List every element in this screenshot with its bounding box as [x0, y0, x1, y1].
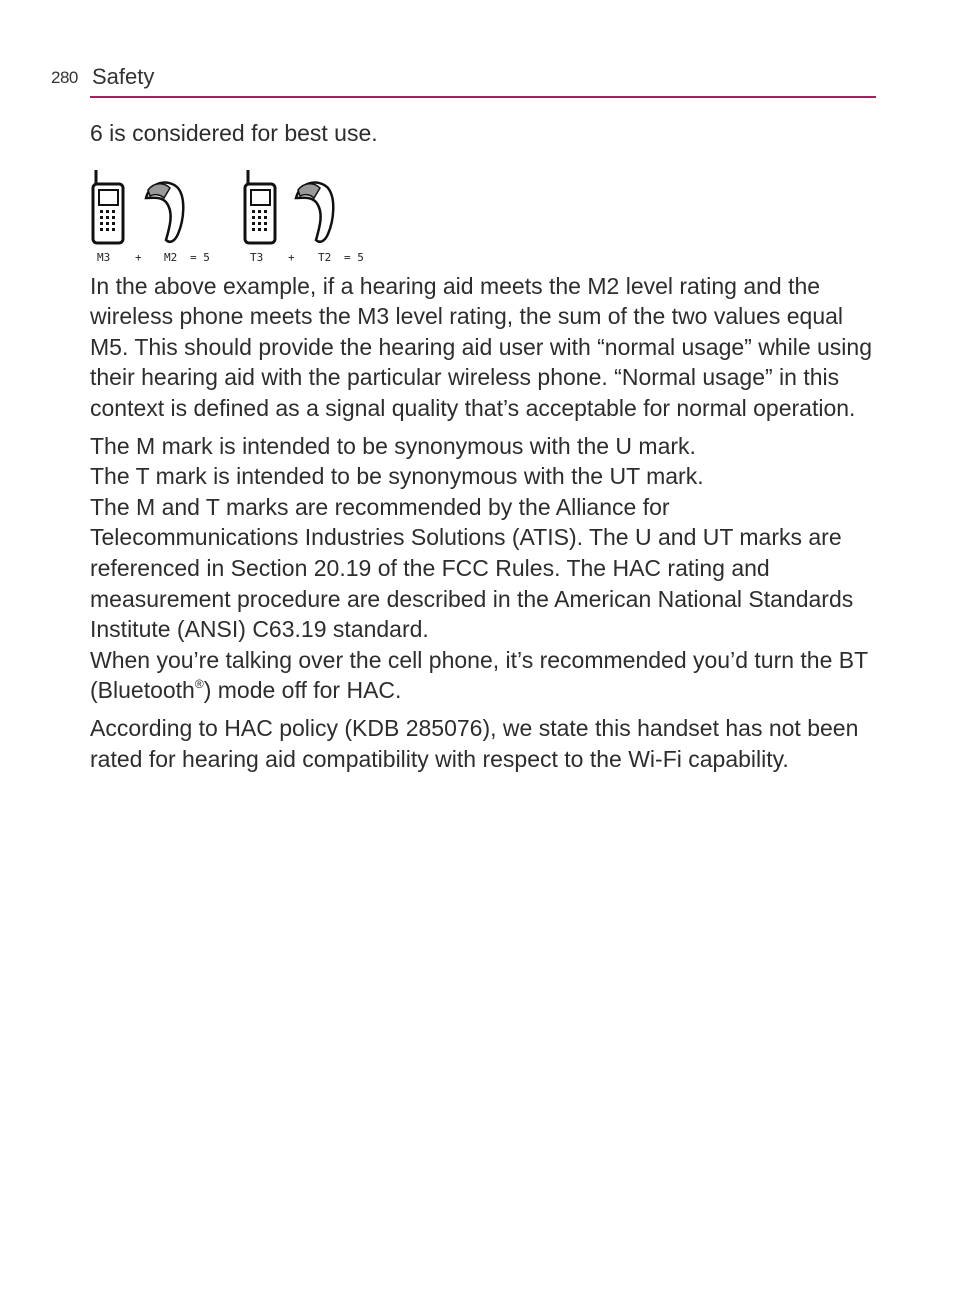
intro-text: 6 is considered for best use.	[90, 120, 378, 146]
left-phone-label: M3	[97, 250, 111, 264]
right-phone-label: T3	[250, 250, 264, 264]
policy-paragraph: According to HAC policy (KDB 285076), we state this handset has not been rated for hearing aid compatibility with respect to the Wi-Fi capability.	[90, 714, 859, 772]
atis-paragraph: The M and T marks are recommended by the Alliance for Telecommunications Industries Solutions (ATIS). The U and UT marks are referenced in Section 20.19 of the FCC Rules. The HAC rating and measurement procedure are described in the American National Standards Institute (ANSI) C63.19 standard.	[90, 493, 854, 643]
hearing-aid-icon	[146, 182, 183, 241]
right-aid-label: T2	[318, 250, 332, 264]
phone-icon	[245, 170, 275, 243]
left-plus-sign: +	[135, 250, 142, 264]
hac-rating-figure	[90, 168, 390, 265]
page-number: 280	[51, 68, 78, 87]
page-content	[90, 118, 880, 774]
header-divider	[90, 96, 876, 98]
right-plus-sign: +	[288, 250, 295, 264]
t-mark-paragraph: The T mark is intended to be synonymous with the UT mark.	[90, 463, 704, 490]
phone-icon	[93, 170, 123, 243]
hac-rating-illustration	[90, 168, 390, 265]
bluetooth-text-end: ) mode off for HAC.	[203, 677, 402, 704]
left-aid-label: M2	[164, 250, 178, 264]
m-mark-paragraph: The M mark is intended to be synonymous with the U mark.	[90, 432, 696, 459]
hearing-aid-icon	[296, 182, 333, 241]
registered-mark: ®	[194, 677, 204, 692]
bluetooth-paragraph	[90, 645, 880, 706]
example-paragraph: In the above example, if a hearing aid meets the M2 level rating and the wireless phone meets the M3 level rating, the sum of the two values equal M5. This should provide the hearing aid user with “normal usage” while using their hearing aid with the particular wireless phone. “Normal usage” in this context is defined as a signal quality that’s acceptable for normal operation.	[90, 272, 872, 421]
bluetooth-text-start: When you’re talking over the cell phone, it’s recommended you’d turn the BT (Bluetooth	[90, 646, 868, 704]
page-header	[0, 62, 954, 100]
section-title: Safety	[92, 64, 155, 89]
right-result: = 5	[344, 250, 364, 264]
left-result: = 5	[190, 250, 210, 264]
